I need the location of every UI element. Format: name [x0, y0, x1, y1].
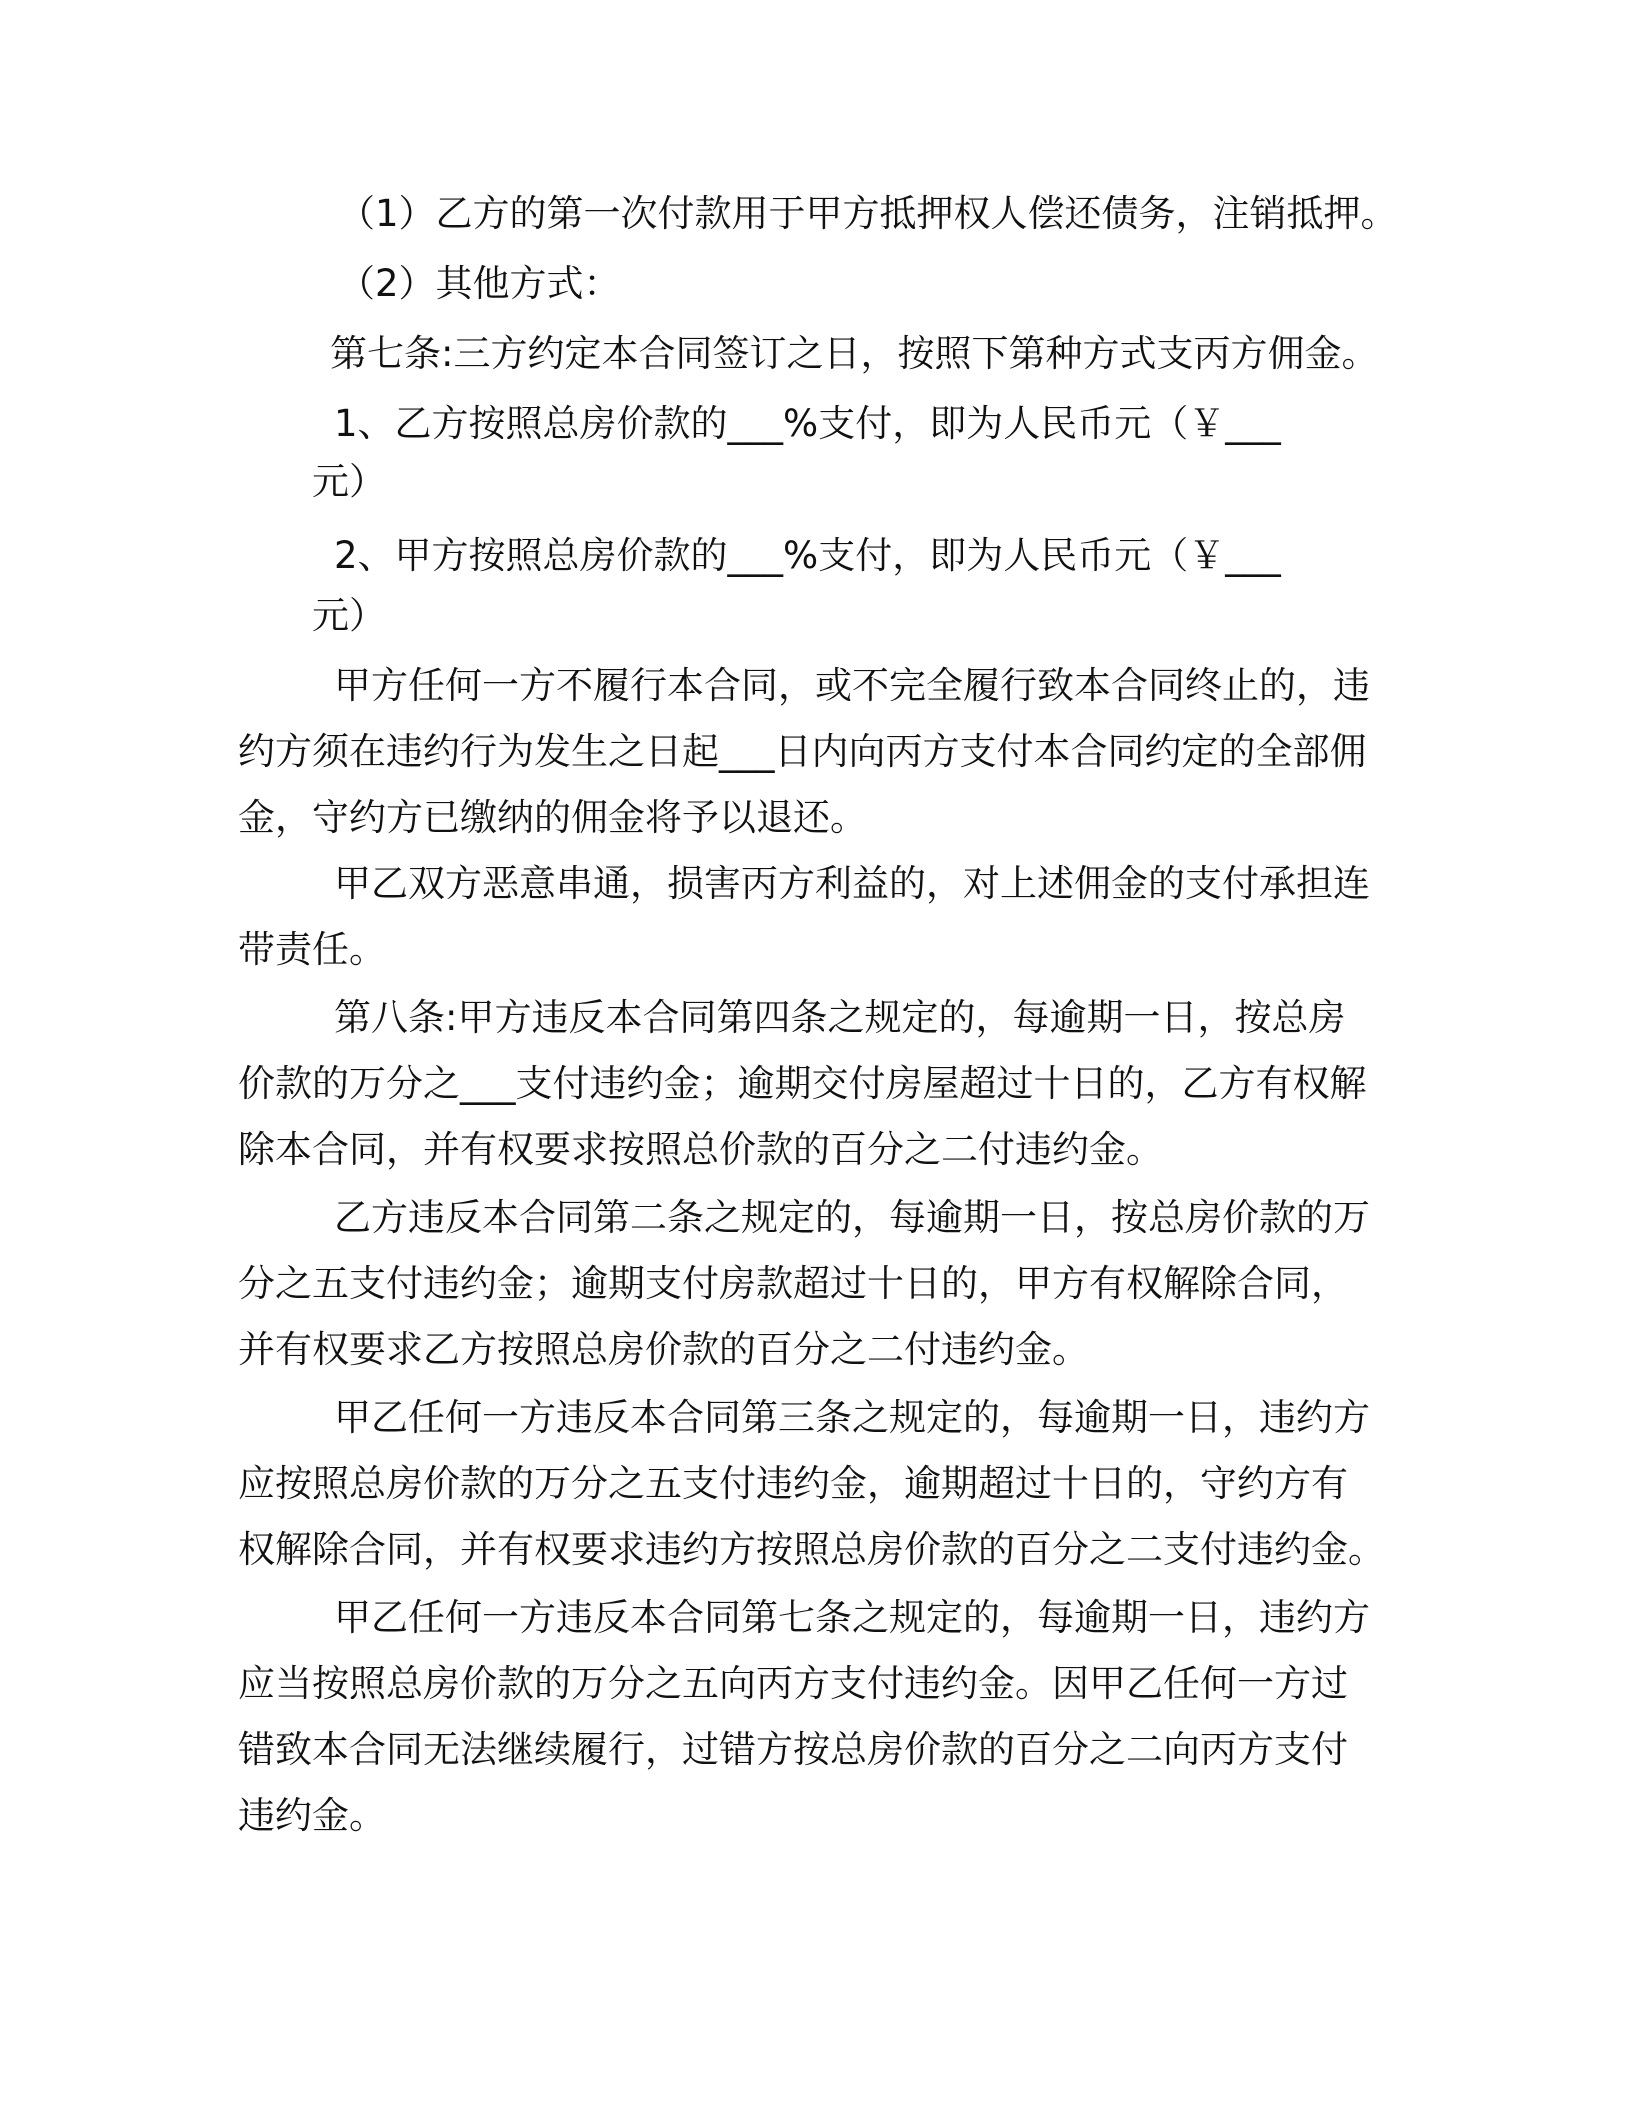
article-2-breach-line-1: 乙方违反本合同第二条之规定的，每逾期一日，按总房价款的万	[334, 1196, 1370, 1239]
article-3-breach-line-2: 应按照总房价款的万分之五支付违约金，逾期超过十日的，守约方有	[238, 1462, 1348, 1505]
collusion-paragraph-line-1: 甲乙双方恶意串通，损害丙方利益的，对上述佣金的支付承担连	[334, 862, 1370, 905]
clause-item-1: （1）乙方的第一次付款用于甲方抵押权人偿还债务，注销抵押。	[338, 192, 1398, 235]
article-7-heading: 第七条:三方约定本合同签订之日，按照下第种方式支丙方佣金。	[330, 332, 1379, 375]
article-7-option-1-line-1: 1、乙方按照总房价款的___%支付，即为人民币元（￥___	[334, 402, 1281, 445]
article-8-line-3: 除本合同，并有权要求按照总价款的百分之二付违约金。	[238, 1128, 1163, 1171]
breach-paragraph-line-2: 约方须在违约行为发生之日起___日内向丙方支付本合同约定的全部佣	[238, 730, 1367, 773]
article-8-line-2: 价款的万分之___支付违约金；逾期交付房屋超过十日的，乙方有权解	[238, 1062, 1367, 1105]
article-3-breach-line-1: 甲乙任何一方违反本合同第三条之规定的，每逾期一日，违约方	[334, 1396, 1370, 1439]
collusion-paragraph-line-2: 带责任。	[238, 928, 386, 971]
article-7-breach-line-2: 应当按照总房价款的万分之五向丙方支付违约金。因甲乙任何一方过	[238, 1662, 1348, 1705]
article-8-line-1: 第八条:甲方违反本合同第四条之规定的，每逾期一日，按总房	[334, 996, 1346, 1039]
article-2-breach-line-2: 分之五支付违约金；逾期支付房款超过十日的，甲方有权解除合同，	[238, 1262, 1348, 1305]
breach-paragraph-line-3: 金，守约方已缴纳的佣金将予以退还。	[238, 796, 867, 839]
article-2-breach-line-3: 并有权要求乙方按照总房价款的百分之二付违约金。	[238, 1328, 1089, 1371]
clause-item-2: （2）其他方式：	[338, 262, 621, 305]
article-7-breach-line-3: 错致本合同无法继续履行，过错方按总房价款的百分之二向丙方支付	[238, 1728, 1348, 1771]
article-7-option-2-line-1: 2、甲方按照总房价款的___%支付，即为人民币元（￥___	[334, 534, 1281, 577]
article-7-breach-line-4: 违约金。	[238, 1794, 386, 1837]
article-7-breach-line-1: 甲乙任何一方违反本合同第七条之规定的，每逾期一日，违约方	[334, 1596, 1370, 1639]
breach-paragraph-line-1: 甲方任何一方不履行本合同，或不完全履行致本合同终止的，违	[334, 664, 1370, 707]
article-7-option-2-line-2: 元）	[312, 594, 386, 637]
article-3-breach-line-3: 权解除合同，并有权要求违约方按照总房价款的百分之二支付违约金。	[238, 1528, 1385, 1571]
article-7-option-1-line-2: 元）	[312, 460, 386, 503]
